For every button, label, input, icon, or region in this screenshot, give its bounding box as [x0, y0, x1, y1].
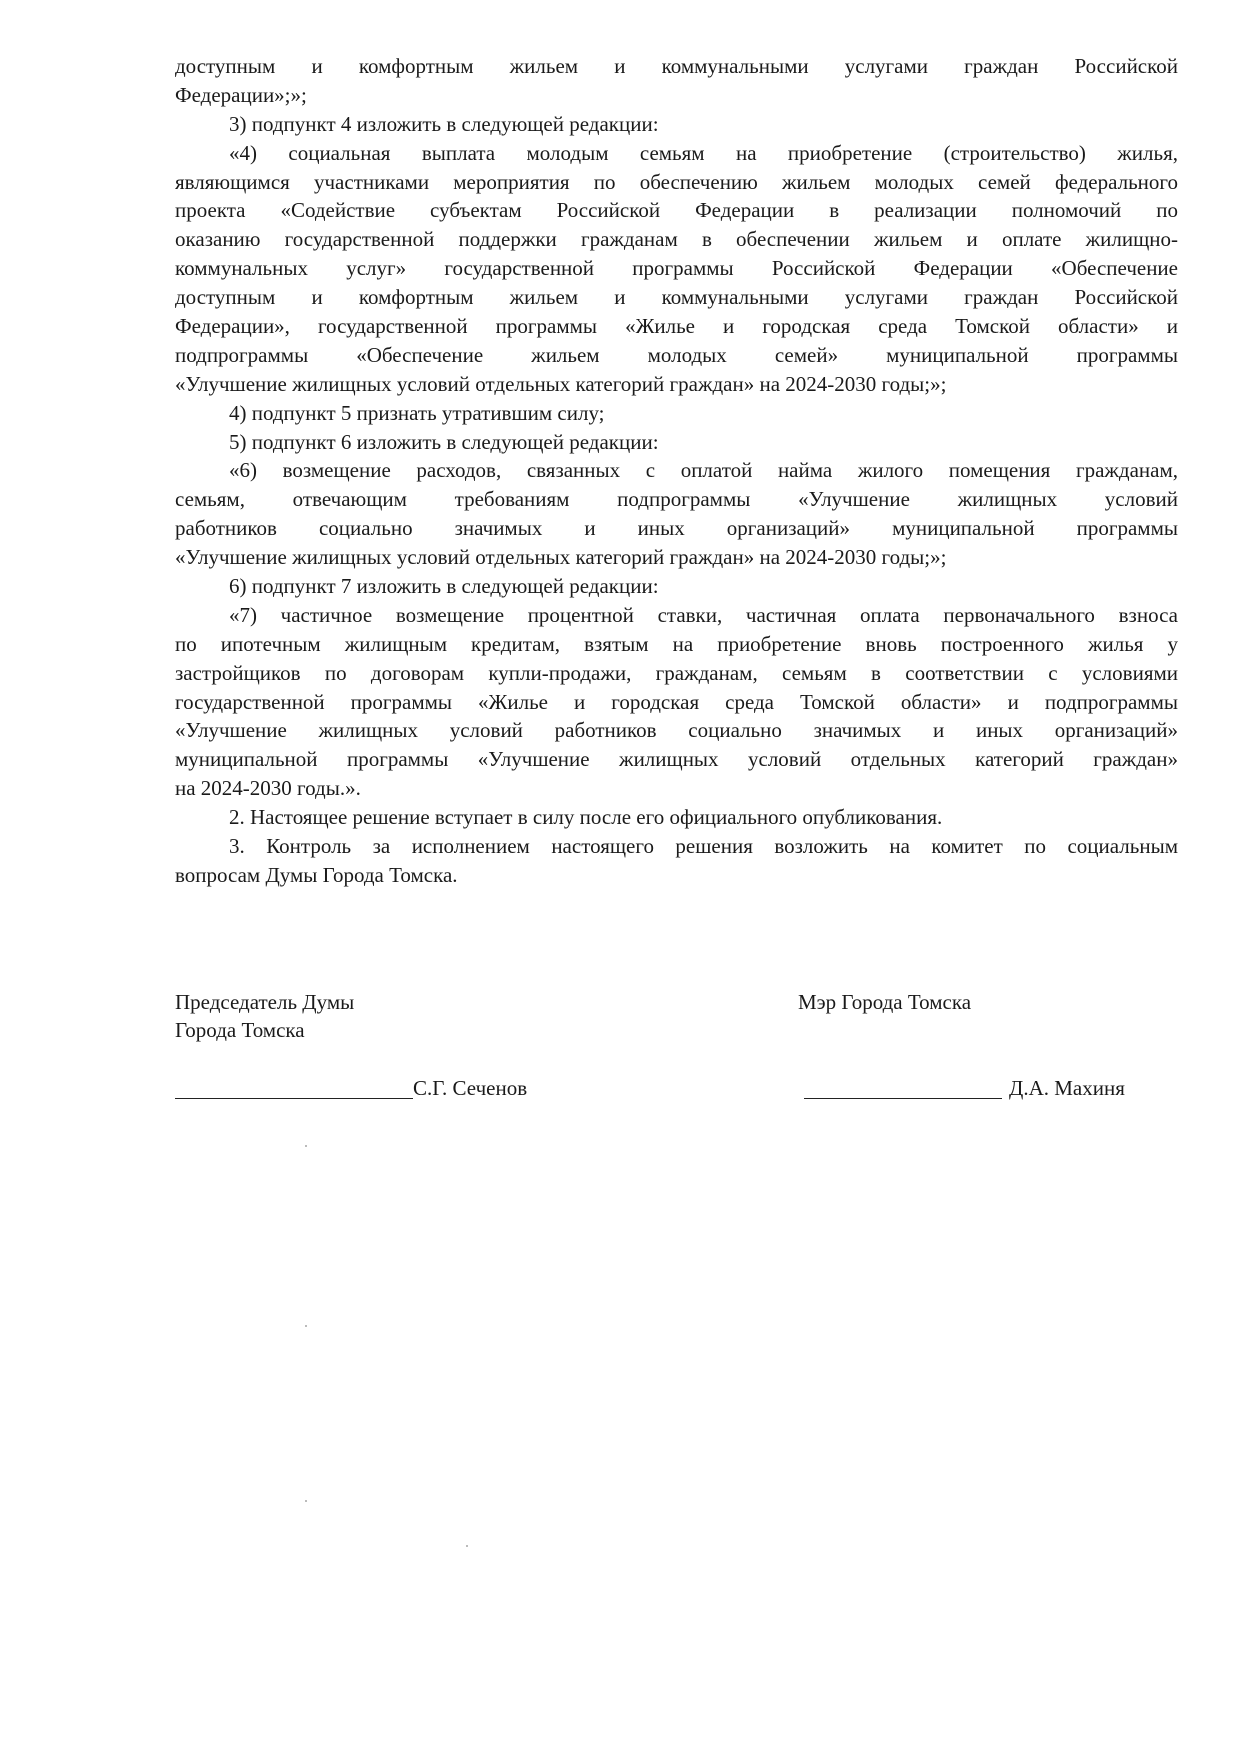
text-line: работников социально значимых и иных организаций» муниципальной программы [175, 516, 1178, 541]
text-line: 4) подпункт 5 признать утратившим силу; [229, 400, 605, 425]
scan-speck [466, 1545, 468, 1547]
text-line: «Улучшение жилищных условий работников социально значимых и иных организаций» [175, 718, 1178, 743]
text-line: вопросам Думы Города Томска. [175, 862, 458, 887]
text-line: на 2024-2030 годы.». [175, 776, 361, 801]
text-line: доступным и комфортным жильем и коммунальными услугами граждан Российской [175, 54, 1178, 78]
text-line: «6) возмещение расходов, связанных с оплатой найма жилого помещения гражданам, [229, 458, 1178, 483]
text-line: Федерации»;»; [175, 82, 307, 107]
text-line: оказанию государственной поддержки гражданам в обеспечении жильем и оплате жилищно- [175, 227, 1178, 252]
right-signature-line [804, 1098, 1002, 1099]
document-body [175, 52, 1178, 890]
text-line: 3. Контроль за исполнением настоящего решения возложить на комитет по социальным [229, 834, 1178, 859]
scan-speck [305, 1145, 307, 1147]
text-line: муниципальной программы «Улучшение жилищных условий отдельных категорий граждан» [175, 747, 1178, 772]
scan-speck [305, 1325, 307, 1327]
text-line: застройщиков по договорам купли-продажи, гражданам, семьям в соответствии с условиями [175, 660, 1178, 685]
text-line: «7) частичное возмещение процентной ставки, частичная оплата первоначального взноса [229, 602, 1178, 627]
text-line: подпрограммы «Обеспечение жильем молодых семей» муниципальной программы [175, 342, 1178, 367]
left-signatory-title-2: Города Томска [175, 1018, 305, 1042]
text-line: государственной программы «Жилье и городская среда Томской области» и подпрограммы [175, 689, 1178, 714]
text-line: 3) подпункт 4 изложить в следующей редакции: [229, 111, 659, 136]
left-signature-line [175, 1098, 413, 1099]
text-line: 2. Настоящее решение вступает в силу после его официального опубликования. [229, 805, 943, 830]
text-line: доступным и комфортным жильем и коммунальными услугами граждан Российской [175, 285, 1178, 310]
text-line: коммунальных услуг» государственной программы Российской Федерации «Обеспечение [175, 256, 1178, 281]
text-line: семьям, отвечающим требованиям подпрограммы «Улучшение жилищных условий [175, 487, 1178, 512]
scan-speck [305, 1500, 307, 1502]
text-line: 6) подпункт 7 изложить в следующей редакции: [229, 574, 659, 599]
left-signatory-title-1: Председатель Думы [175, 990, 355, 1014]
left-signatory-name: С.Г. Сеченов [413, 1076, 528, 1100]
right-signatory-title: Мэр Города Томска [798, 990, 972, 1014]
text-line: «Улучшение жилищных условий отдельных категорий граждан» на 2024-2030 годы;»; [175, 545, 947, 570]
text-line: Федерации», государственной программы «Жилье и городская среда Томской области» и [175, 314, 1178, 339]
text-line: «Улучшение жилищных условий отдельных категорий граждан» на 2024-2030 годы;»; [175, 371, 947, 396]
text-line: 5) подпункт 6 изложить в следующей редакции: [229, 429, 659, 454]
right-signatory-name: Д.А. Махиня [1009, 1076, 1125, 1100]
text-line: являющимся участниками мероприятия по обеспечению жильем молодых семей федерального [175, 169, 1178, 194]
text-line: по ипотечным жилищным кредитам, взятым на приобретение вновь построенного жилья у [175, 631, 1178, 656]
text-line: проекта «Содействие субъектам Российской Федерации в реализации полномочий по [175, 198, 1178, 223]
text-line: «4) социальная выплата молодым семьям на приобретение (строительство) жилья, [229, 140, 1178, 165]
